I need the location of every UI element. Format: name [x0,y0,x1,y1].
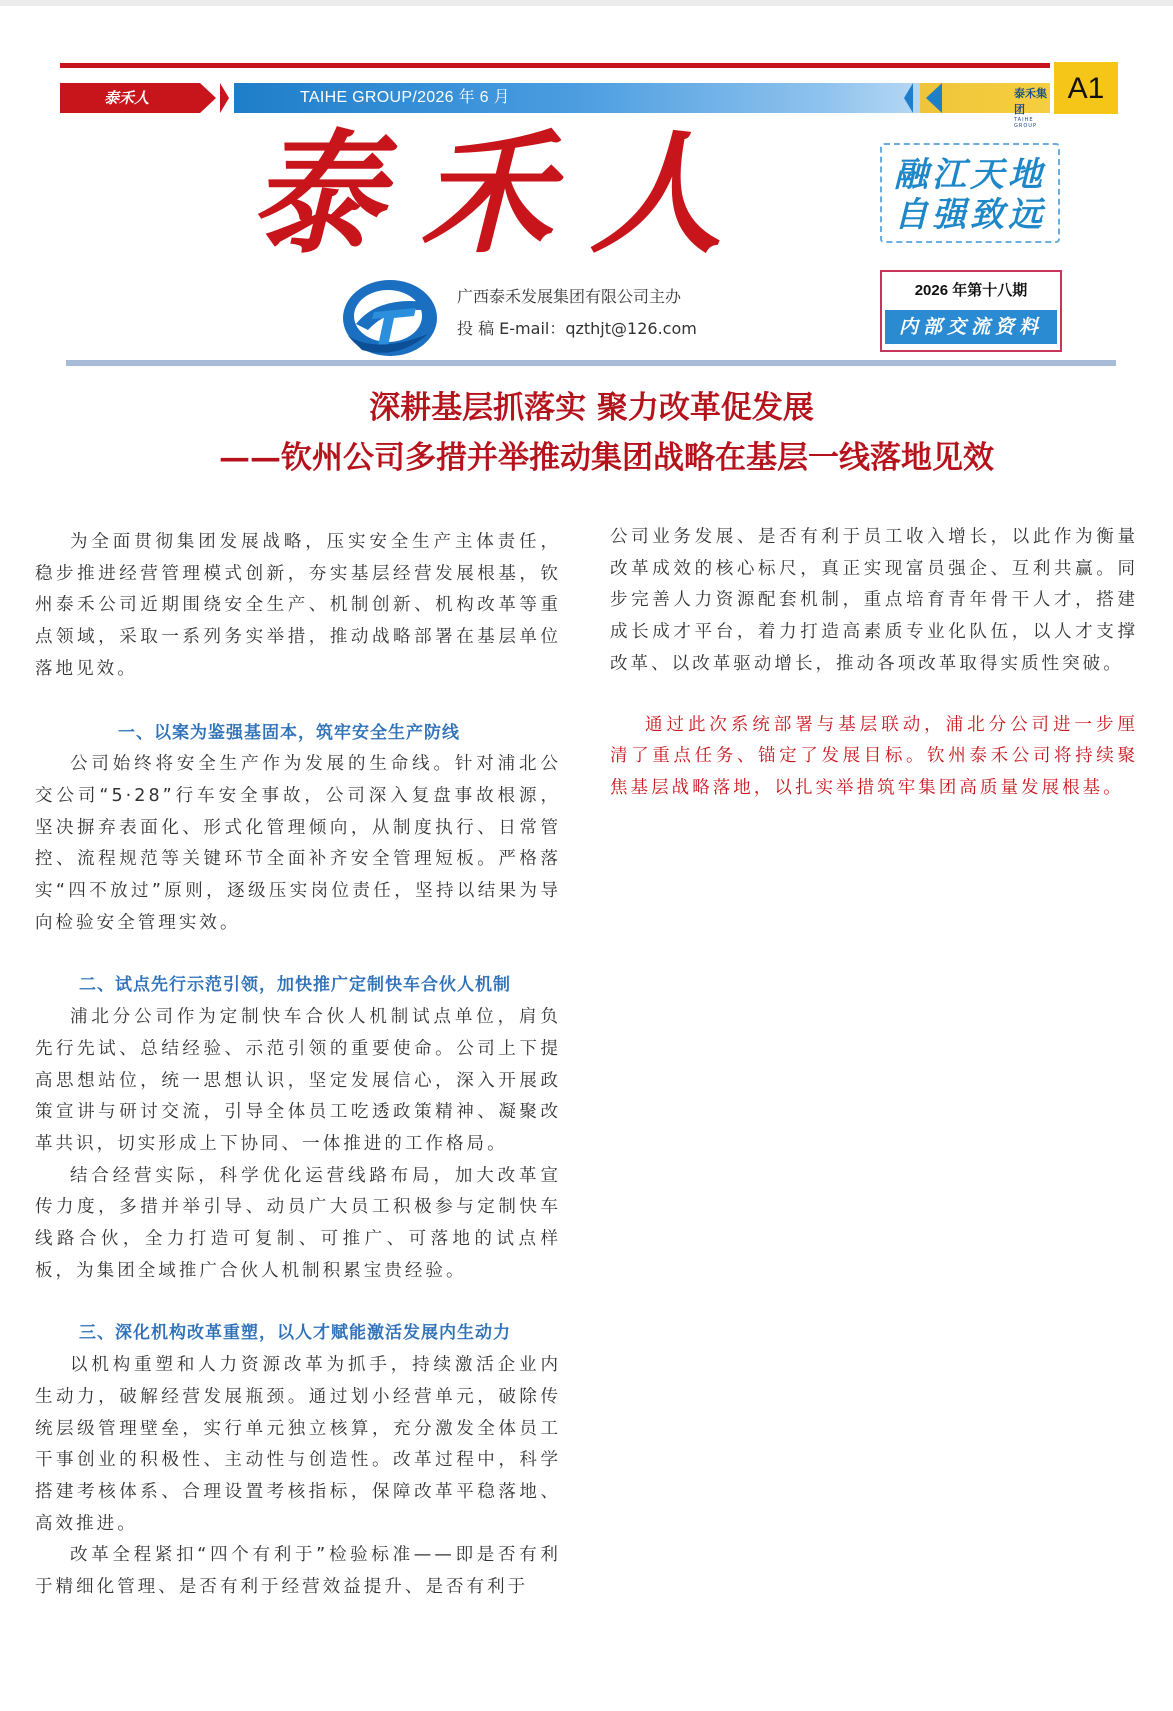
masthead-title: 泰禾人 [250,117,760,272]
section-1-title: 一、以案为鉴强基固本，筑牢安全生产防线 [118,722,460,743]
top-strip [0,0,1173,6]
section-3-paragraph: 改革全程紧扣“四个有利于”检验标准——即是否有利于精细化管理、是否有利于经营效益提升、是否有利于 [35,1545,561,1598]
motto-line: 自强致远 [894,195,1046,235]
section-2-title: 二、试点先行示范引领，加快推广定制快车合伙人机制 [79,975,511,996]
banner-blue-bar [234,83,974,113]
banner-chevron [904,83,913,113]
banner-chevron [926,83,942,113]
internal-material-badge: 内部交流资料 [885,310,1057,344]
article-intro: 为全面贯彻集团发展战略，压实安全生产主体责任，稳步推进经营管理模式创新，夯实基层经营发展根基，钦州泰禾公司近期围绕安全生产、机制创新、机构改革等重点领域，采取一系列务实举措，推动战略部署在基层单位落地见效。 [35,532,561,679]
banner-name-tag: 泰禾人 [60,83,200,113]
banner-title: TAIHE GROUP/2026 年 6 月 [300,89,510,106]
taihe-logo-icon [338,276,440,360]
group-logo-en: TAIHE GROUP [1014,117,1037,129]
group-logo-cn: 泰禾集团 [1014,87,1047,116]
section-3-title: 三、深化机构改革重塑，以人才赋能激活发展内生动力 [79,1323,511,1344]
header-separator [66,360,1116,366]
issue-number: 2026 年第十八期 [914,282,1028,299]
article-right-column [610,522,1138,805]
banner-chevron [220,83,229,113]
article-closing: 通过此次系统部署与基层联动，浦北分公司进一步厘清了重点任务、锚定了发展目标。钦州泰禾公司将持续聚焦基层战略落地，以扎实举措筑牢集团高质量发展根基。 [610,714,1138,798]
sponsor-text: 广西泰禾发展集团有限公司主办 [457,287,682,306]
headline-main: 深耕基层抓落实 聚力改革促发展 [369,390,814,426]
article-left-column [35,527,561,1604]
section-2-paragraph: 结合经营实际，科学优化运营线路布局，加大改革宣传力度，多措并举引导、动员广大员工积极参与定制快车线路合伙，全力打造可复制、可推广、可落地的试点样板，为集团全域推广合伙人机制积累宝贵经验。 [35,1165,561,1281]
group-logo [1014,85,1050,129]
section-3-paragraph: 以机构重塑和人力资源改革为抓手，持续激活企业内生动力，破解经营发展瓶颈。通过划小经营单元，破除传统层级管理壁垒，实行单元独立核算，充分激发全体员工干事创业的积极性、主动性与创造性。改革过程中，科学搭建考核体系、合理设置考核指标，保障改革平稳落地、高效推进。 [35,1355,561,1534]
banner-chevron [200,83,216,113]
headline-sub: ——钦州公司多措并举推动集团战略在基层一线落地见效 [219,440,994,476]
section-3-paragraph-continued: 公司业务发展、是否有利于员工收入增长，以此作为衡量改革成效的核心标尺，真正实现富员强企、互利共赢。同步完善人力资源配套机制，重点培育青年骨干人才，搭建成长成才平台，着力打造高素质专业化队伍，以人才支撑改革、以改革驱动增长，推动各项改革取得实质性突破。 [610,527,1138,674]
issue-box [880,270,1062,352]
page-number: A1 [1054,62,1118,114]
banner-red-line [60,63,1050,68]
motto-box [880,143,1060,243]
submission-email: 投 稿 E-mail：qzthjt@126.com [457,319,697,338]
section-1-paragraph: 公司始终将安全生产作为发展的生命线。针对浦北公交公司“5·28”行车安全事故，公司深入复盘事故根源，坚决摒弃表面化、形式化管理倾向，从制度执行、日常管控、流程规范等关键环节全面补齐安全管理短板。严格落实“四不放过”原则，逐级压实岗位责任，坚持以结果为导向检验安全管理实效。 [35,754,561,933]
motto-line: 融江天地 [894,155,1046,195]
section-2-paragraph: 浦北分公司作为定制快车合伙人机制试点单位，肩负先行先试、总结经验、示范引领的重要使命。公司上下提高思想站位，统一思想认识，坚定发展信心，深入开展政策宣讲与研讨交流，引导全体员工吃透政策精神、凝聚改革共识，切实形成上下协同、一体推进的工作格局。 [35,1007,561,1154]
header-banner [60,59,1050,129]
